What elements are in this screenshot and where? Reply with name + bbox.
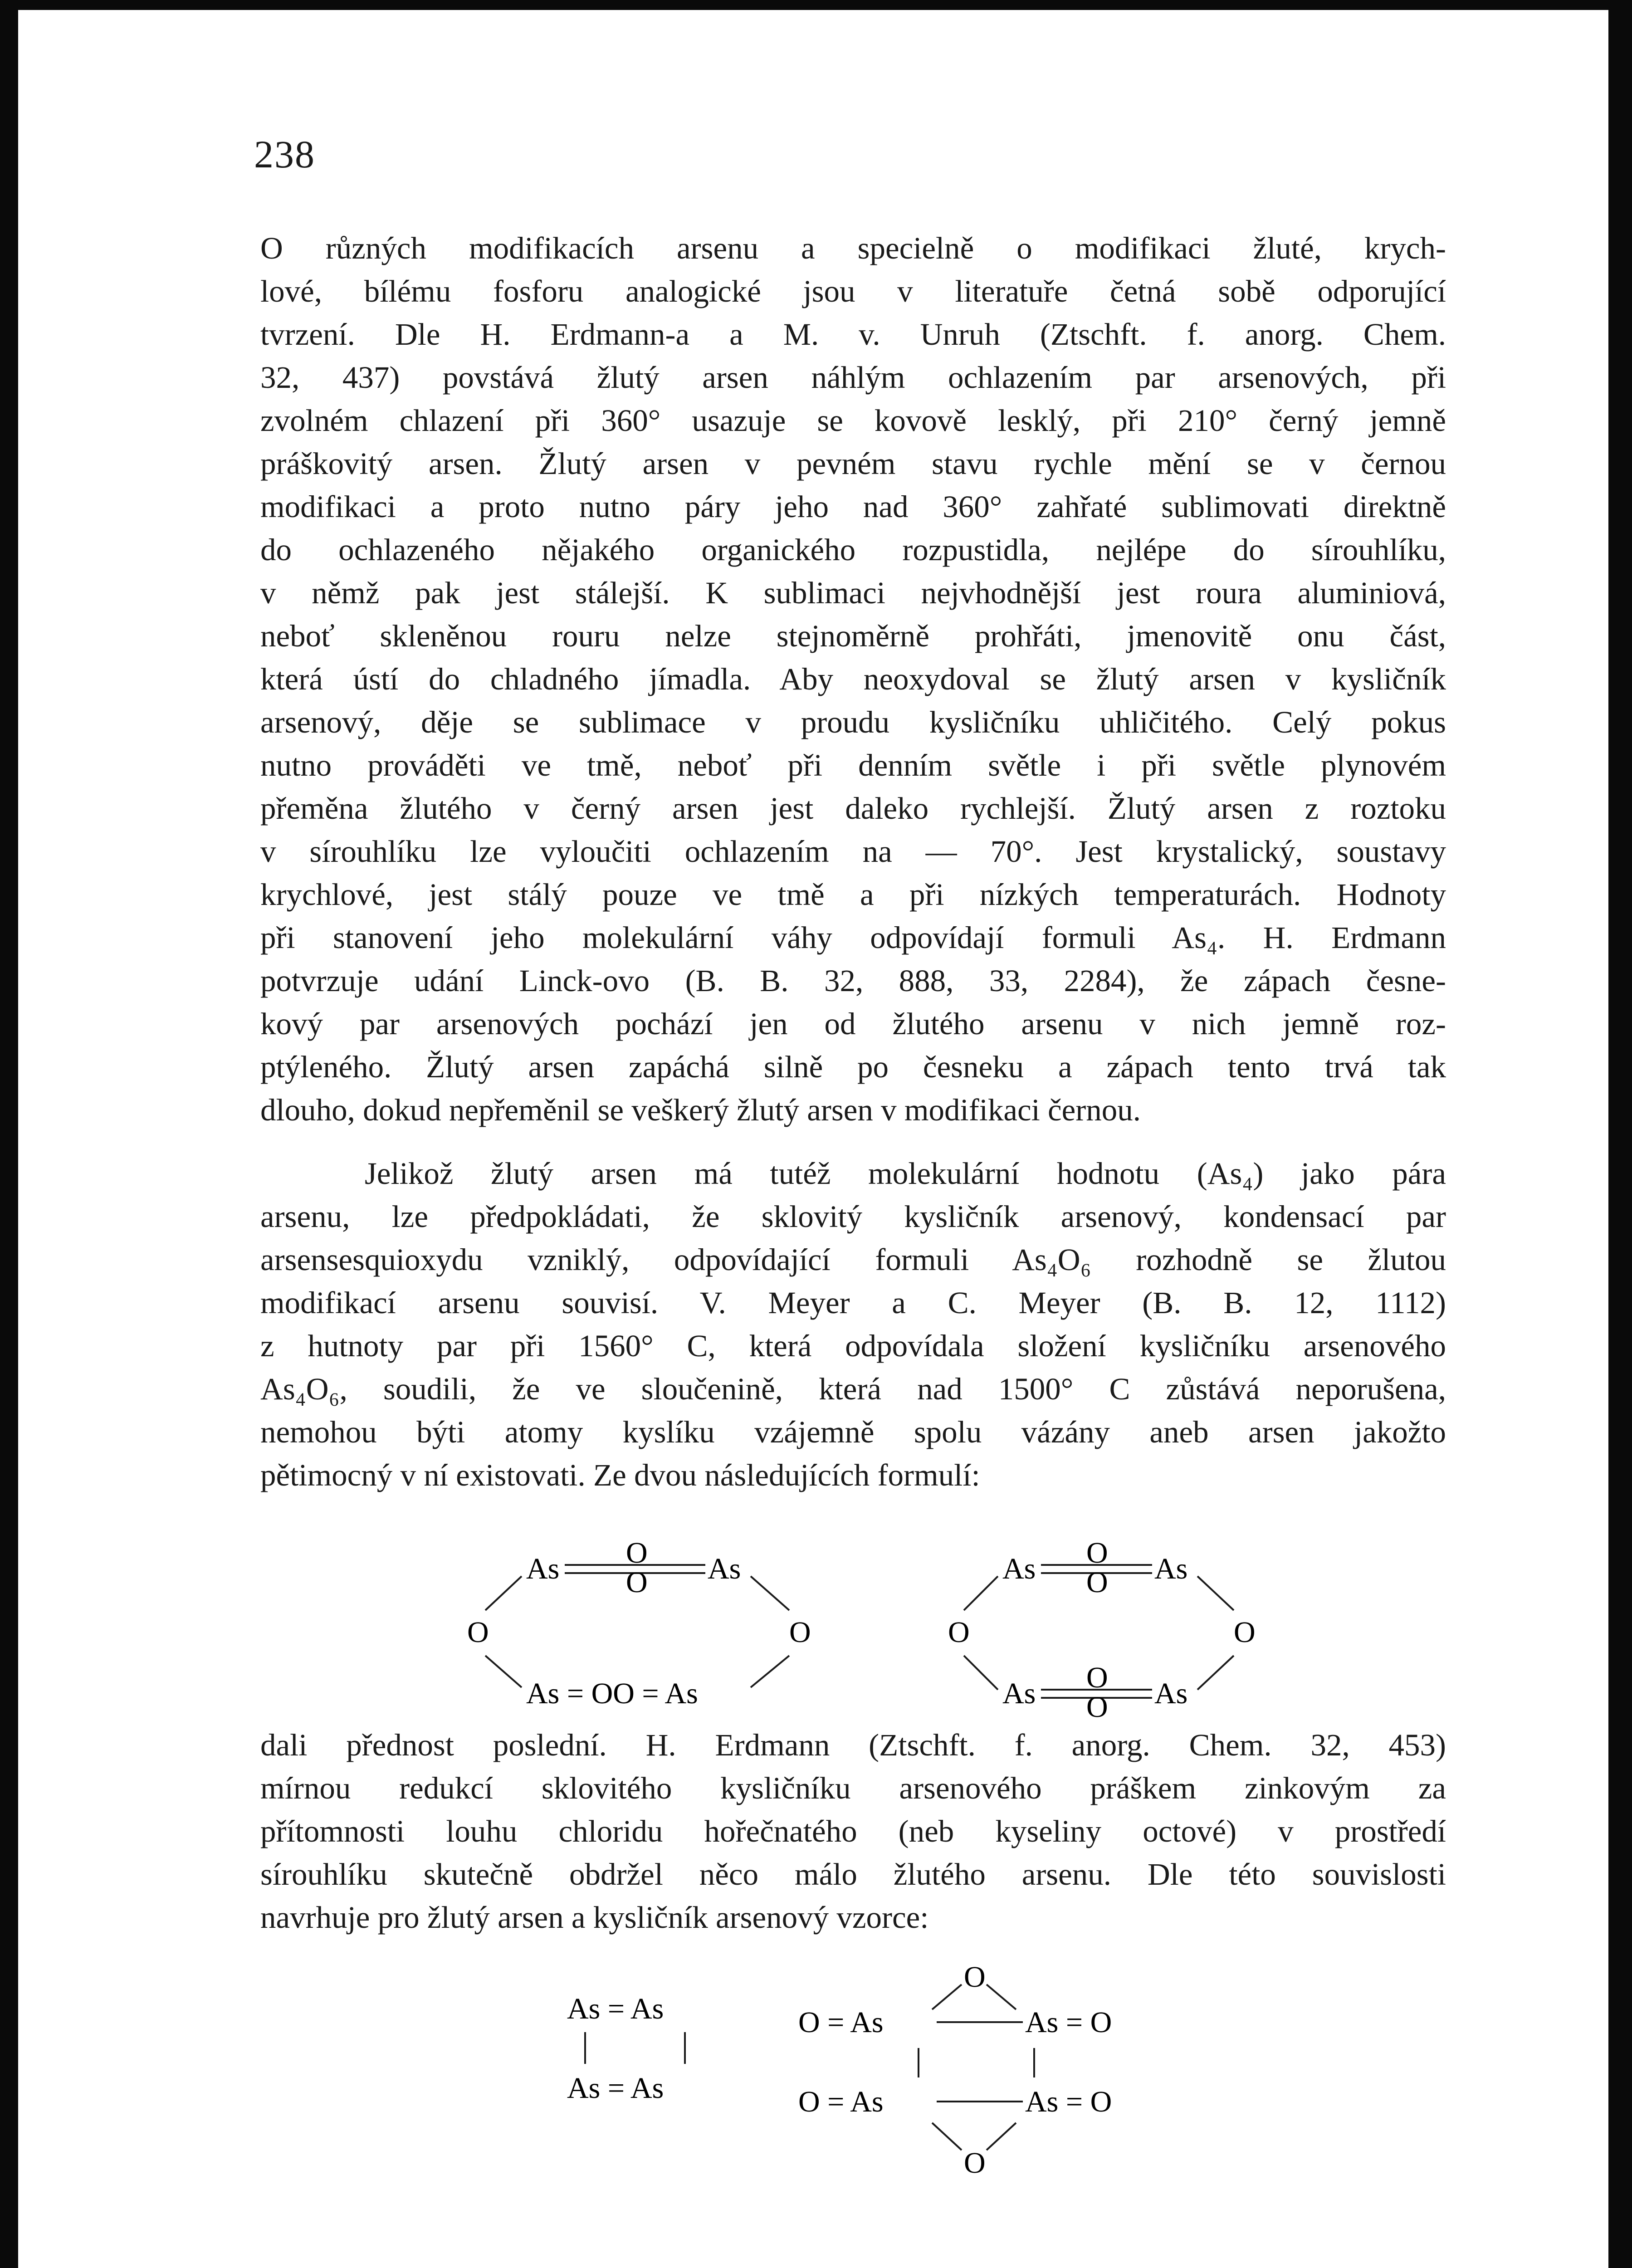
formula-2-top-left-as: As: [1002, 1552, 1036, 1585]
formula-1-top-o-upper: O: [626, 1538, 648, 1569]
text-line: sírouhlíku skutečně obdržel něco málo žlutého arsenu. Dle této souvislosti: [260, 1857, 1446, 1892]
text-line: nutno prováděti ve tmě, neboť při denním světle i při světle plynovém: [260, 748, 1446, 782]
formula-3-top: As = As: [567, 1992, 664, 2025]
formula-2-right-o: O: [1234, 1616, 1256, 1649]
paragraph-1: [260, 227, 1446, 1132]
text-line: zvolném chlazení při 360° usazuje se kovově lesklý, při 210° černý jemně: [260, 403, 1446, 438]
formula-2-top-o-lower: O: [1086, 1566, 1108, 1599]
text-line: navrhuje pro žlutý arsen a kysličník arsenový vzorce:: [260, 1900, 929, 1935]
text-line: kový par arsenových pochází jen od žlutého arsenu v nich jemně roz-: [260, 1007, 1446, 1041]
formula-4: [794, 1950, 1202, 2204]
text-line: Jelikož žlutý arsen má tutéž molekulární hodnotu (As₄) jako pára: [365, 1156, 1446, 1191]
text-line: v sírouhlíku lze vyloučiti ochlazením na — 70°. Jest krystalický, soustavy: [260, 834, 1446, 869]
formula-1-right-o: O: [789, 1616, 811, 1649]
formula-4-top-o: O: [964, 1960, 986, 1994]
formula-2-left-o: O: [948, 1616, 970, 1649]
formula-4-row2-right: As = O: [1025, 2085, 1112, 2118]
text-line: v němž pak jest stálejší. K sublimaci nejvhodnější jest roura aluminiová,: [260, 576, 1446, 610]
text-line: arsensesquioxydu vzniklý, odpovídající formuli As₄O₆ rozhodně se žlutou: [260, 1242, 1446, 1277]
formula-1: [454, 1538, 826, 1724]
formula-4-bottom-o: O: [964, 2146, 986, 2180]
text-line: přeměna žlutého v černý arsen jest daleko rychlejší. Žlutý arsen z roztoku: [260, 791, 1446, 826]
formula-1-bottom: As = OO = As: [526, 1677, 698, 1710]
text-line: neboť skleněnou rouru nelze stejnoměrně prohřáti, jmenovitě onu část,: [260, 619, 1446, 653]
formula-1-top-o-lower: O: [626, 1566, 648, 1599]
text-line: dali přednost poslední. H. Erdmann (Ztschft. f. anorg. Chem. 32, 453): [260, 1728, 1446, 1762]
text-line: práškovitý arsen. Žlutý arsen v pevném stavu rychle mění se v černou: [260, 446, 1446, 481]
text-line: O různých modifikacích arsenu a specielně o modifikaci žluté, krych-: [260, 231, 1446, 265]
text-line: lové, bílému fosforu analogické jsou v literatuře četná sobě odporující: [260, 274, 1446, 308]
page-number: 238: [254, 132, 315, 176]
text-line: do ochlazeného nějakého organického rozpustidla, nejlépe do sírouhlíku,: [260, 533, 1446, 567]
text-line: která ústí do chladného jímadla. Aby neoxydoval se žlutý arsen v kysličník: [260, 662, 1446, 696]
formula-2: [943, 1538, 1270, 1724]
formula-4-row1-right: As = O: [1025, 2006, 1112, 2039]
text-line: ptýleného. Žlutý arsen zapáchá silně po česneku a zápach tento trvá tak: [260, 1050, 1446, 1084]
text-line: modifikací arsenu souvisí. V. Meyer a C. Meyer (B. B. 12, 1112): [260, 1286, 1446, 1320]
text-line: mírnou redukcí sklovitého kysličníku arsenového práškem zinkovým za: [260, 1771, 1446, 1805]
paragraph-2: [260, 1152, 1446, 1497]
text-line: přítomnosti louhu chloridu hořečnatého (neb kyseliny octové) v prostředí: [260, 1814, 1446, 1848]
formula-2-bottom-o-upper: O: [1086, 1661, 1108, 1694]
formula-4-row2-left: O = As: [798, 2085, 884, 2118]
text-line: nemohou býti atomy kyslíku vzájemně spolu vázány aneb arsen jakožto: [260, 1415, 1446, 1449]
paragraph-3: [260, 1724, 1446, 1939]
formula-2-bottom-o-lower: O: [1086, 1691, 1108, 1724]
text-line: 32, 437) povstává žlutý arsen náhlým ochlazením par arsenových, při: [260, 360, 1446, 395]
formula-1-top-left-as: As: [526, 1552, 560, 1585]
formula-2-top-o-upper: O: [1086, 1538, 1108, 1569]
text-line: pětimocný v ní existovati. Ze dvou následujících formulí:: [260, 1458, 980, 1492]
formula-2-bottom-left-as: As: [1002, 1677, 1036, 1710]
text-line: dlouho, dokud nepřeměnil se veškerý žlutý arsen v modifikaci černou.: [260, 1093, 1141, 1127]
formula-3: [562, 1987, 753, 2136]
text-line: krychlové, jest stálý pouze ve tmě a při nízkých temperaturách. Hodnoty: [260, 877, 1446, 912]
formula-4-row1-left: O = As: [798, 2006, 884, 2039]
text-line: z hutnoty par při 1560° C, která odpovídala složení kysličníku arsenového: [260, 1329, 1446, 1363]
text-line: arsenový, děje se sublimace v proudu kysličníku uhličitého. Celý pokus: [260, 705, 1446, 739]
text-line: As₄O₆, soudili, že ve sloučenině, která nad 1500° C zůstává neporušena,: [260, 1372, 1446, 1406]
formula-2-top-right-as: As: [1154, 1552, 1188, 1585]
text-line: modifikaci a proto nutno páry jeho nad 360° zahřaté sublimovati direktně: [260, 489, 1446, 524]
text-line: arsenu, lze předpokládati, že sklovitý kysličník arsenový, kondensací par: [260, 1199, 1446, 1234]
formula-1-left-o: O: [467, 1616, 489, 1649]
text-line: při stanovení jeho molekulární váhy odpovídají formuli As₄. H. Erdmann: [260, 920, 1446, 955]
formula-1-top-right-as: As: [708, 1552, 741, 1585]
formula-2-bottom-right-as: As: [1154, 1677, 1188, 1710]
text-line: potvrzuje udání Linck-ovo (B. B. 32, 888, 33, 2284), že zápach česne-: [260, 963, 1446, 998]
formula-3-bottom: As = As: [567, 2072, 664, 2105]
text-line: tvrzení. Dle H. Erdmann-a a M. v. Unruh (Ztschft. f. anorg. Chem.: [260, 317, 1446, 352]
